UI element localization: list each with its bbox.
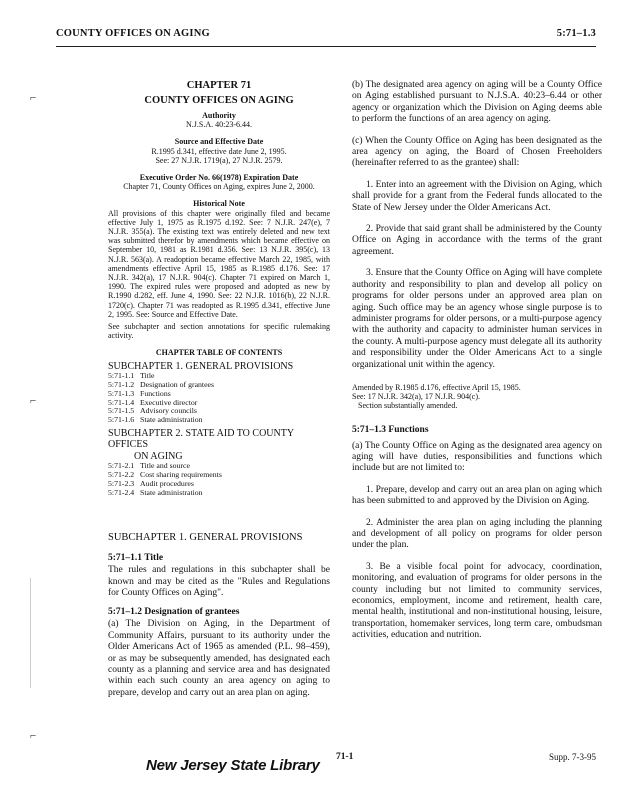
toc-list-2 [108, 462, 330, 497]
library-stamp: New Jersey State Library [146, 757, 320, 774]
toc-entry-title: Designation of grantees [140, 379, 215, 389]
source-line-1: R.1995 d.341, effective date June 2, 1995. [151, 146, 287, 156]
toc-subchapter-2: SUBCHAPTER 2. STATE AID TO COUNTY OFFICES [108, 427, 294, 451]
historical-note-heading: Historical Note [193, 199, 245, 209]
toc-entry-number: 5:71-2.1 [108, 461, 135, 471]
margin-mark: ⌐ [30, 730, 37, 742]
margin-line [30, 578, 31, 688]
toc-entry-title: Functions [140, 388, 171, 398]
chapter-title: COUNTY OFFICES ON AGING [144, 95, 294, 106]
page-number: 71-1 [336, 752, 354, 762]
toc-entry-number: 5:71-1.5 [108, 406, 135, 416]
authority-heading: Authority [202, 111, 236, 120]
header-section: 5:71–1.3 [556, 28, 596, 39]
paragraph-c1: 1. Enter into an agreement with the Division on Aging, which shall provide for a grant from the Federal funds allocated to the State of New Jersey under the Older Americans Act. [352, 179, 602, 213]
toc-entry-title: Title and source [140, 461, 190, 471]
toc-entry-number: 5:71-1.3 [108, 388, 135, 398]
left-column [108, 80, 330, 699]
toc-entry-number: 5:71-2.4 [108, 487, 135, 497]
supplement-date: Supp. 7-3-95 [549, 752, 596, 762]
margin-mark: ⌐ [30, 395, 37, 407]
amendment-line-2: See: 17 N.J.R. 342(a), 17 N.J.R. 904(c). [352, 392, 480, 402]
toc-entry-number: 5:71-1.6 [108, 415, 135, 425]
toc-entry-title: Executive director [140, 397, 198, 407]
toc-subchapter-2-cont: ON AGING [134, 450, 183, 462]
section-heading-1-1: 5:71–1.1 Title [108, 553, 164, 564]
exec-order-heading: Executive Order No. 66(1978) Expiration Date [139, 173, 299, 183]
section-text-1-3-a: (a) The County Office on Aging as the designated area agency on aging will have duties, responsibilities and functions which include but are not limited to: [352, 440, 602, 474]
subchapter-heading: SUBCHAPTER 1. GENERAL PROVISIONS [108, 531, 303, 543]
source-heading: Source and Effective Date [174, 137, 264, 147]
paragraph-b: (b) The designated area agency on aging will be a County Office on Aging established pursuant to N.J.S.A. 40:23–6.44 or other agency or organization which the Division on Aging deems able to perform the functions of an area agency on aging. [352, 80, 602, 125]
amendment-line-3: Section substantially amended. [358, 401, 458, 411]
toc-entry-title: State administration [140, 415, 203, 425]
section-heading-1-3: 5:71–1.3 Functions [352, 424, 429, 435]
header-rule [56, 46, 596, 47]
toc-list-1 [108, 372, 330, 425]
amendment-line-1: Amended by R.1985 d.176, effective April 15, 1985. [352, 382, 521, 392]
section-heading-1-2: 5:71–1.2 Designation of grantees [108, 607, 240, 618]
toc-entry-number: 5:71-1.1 [108, 371, 135, 381]
margin-mark: ⌐ [30, 92, 37, 104]
exec-order-text: Chapter 71, County Offices on Aging, expires June 2, 2000. [123, 182, 315, 192]
toc-entry-title: Cost sharing requirements [140, 470, 222, 480]
section-text-1-3-3: 3. Be a visible focal point for advocacy, coordination, monitoring, and evaluation of programs for older persons in the county including but not limited to community services, economics, employment, income and retirement, health care, mental health, institutional and non-institutional housing, leisure, transportation, homemaker services, long term care, ombudsman activities, education and nutrition. [352, 561, 602, 641]
toc-entry-number: 5:71-2.2 [108, 470, 135, 480]
section-text-1-2: (a) The Division on Aging, in the Department of Community Affairs, pursuant to its authority under the Older Americans Act of 1965 as amended (P.L. 98–459), or as may be subsequently amended, has designated each county as a planning and service area and has designated within each such county an area agency on aging to prepare, develop and carry out an area plan on aging. [108, 619, 330, 698]
toc-entry-title: Title [140, 371, 155, 381]
section-text-1-3-2: 2. Administer the area plan on aging including the planning and development of all policy on programs for older person under the plan. [352, 517, 602, 551]
annotation-note: See subchapter and section annotations for specific rulemaking activity. [108, 322, 330, 341]
paragraph-c2: 2. Provide that said grant shall be administered by the County Office on Aging in accordance with the terms of the grant agreement. [352, 224, 602, 257]
toc-entry-title: State administration [140, 487, 203, 497]
toc-entry-number: 5:71-1.2 [108, 379, 135, 389]
toc-entry-title: Audit procedures [140, 479, 194, 489]
toc-heading: CHAPTER TABLE OF CONTENTS [155, 348, 283, 358]
toc-entry [108, 416, 330, 425]
section-text-1-1: The rules and regulations in this subchapter shall be known and may be cited as the "Rules and Regulations for County Offices on Aging". [108, 565, 330, 598]
running-header [56, 28, 596, 44]
paragraph-c3: 3. Ensure that the County Office on Aging will have complete authority and responsibility to plan and develop all policy on programs for older persons under an approved area plan on aging. Such office may be an agency whose single purpose is to administer programs for older persons, or a multi-purpose agency with the authority and capacity to administer human services in the county. A multi-purpose agency must delegate all its authority and responsibility under the Older Americans Act to a single organizational unit within the agency. [352, 268, 602, 370]
authority-text: N.J.S.A. 40:23-6.44. [185, 120, 252, 130]
toc-subchapter-1: SUBCHAPTER 1. GENERAL PROVISIONS [108, 360, 294, 372]
toc-entry-number: 5:71-1.4 [108, 397, 135, 407]
header-title: COUNTY OFFICES ON AGING [56, 28, 210, 39]
source-line-2: See: 27 N.J.R. 1719(a), 27 N.J.R. 2579. [155, 155, 283, 165]
toc-entry-title: Advisory councils [140, 406, 197, 416]
chapter-number: CHAPTER 71 [186, 80, 252, 91]
right-column [352, 80, 602, 642]
section-text-1-3-1: 1. Prepare, develop and carry out an area plan on aging which has been submitted to and approved by the Division on Aging. [352, 484, 602, 507]
paragraph-c: (c) When the County Office on Aging has been designated as the area agency on aging, the Board of Chosen Freeholders (hereinafter referred to as the grantee) shall: [352, 135, 602, 169]
toc-entry-number: 5:71-2.3 [108, 479, 135, 489]
historical-note-text: All provisions of this chapter were originally filed and became effective July 1, 1975 as R.1975 d.192. See: 7 N.J.R. 247(e), 7 N.J.R. 355(a). The existing text was entirely deleted and new text was submitted therefor by amendments which became effective on September 10, 1981 as R.1981 d.356. See: 13 N.J.R. 395(c), 13 N.J.R. 563(a). A readoption became effective March 22, 1985, with amendments effective April 15, 1985 as R.1985 d.176. See: 17 N.J.R. 342(a), 17 N.J.R. 904(c). Chapter 71 expired on March 1, 1990. The expired rules were proposed and adopted as new by R.1990 d.282, eff. June 4, 1990. See: 22 N.J.R. 1016(b), 22 N.J.R. 1720(c). Chapter 71 was readopted as R.1995 d.341, effective June 2, 1995. See: Source and Effective Date. [108, 208, 330, 319]
toc-entry [108, 489, 330, 498]
